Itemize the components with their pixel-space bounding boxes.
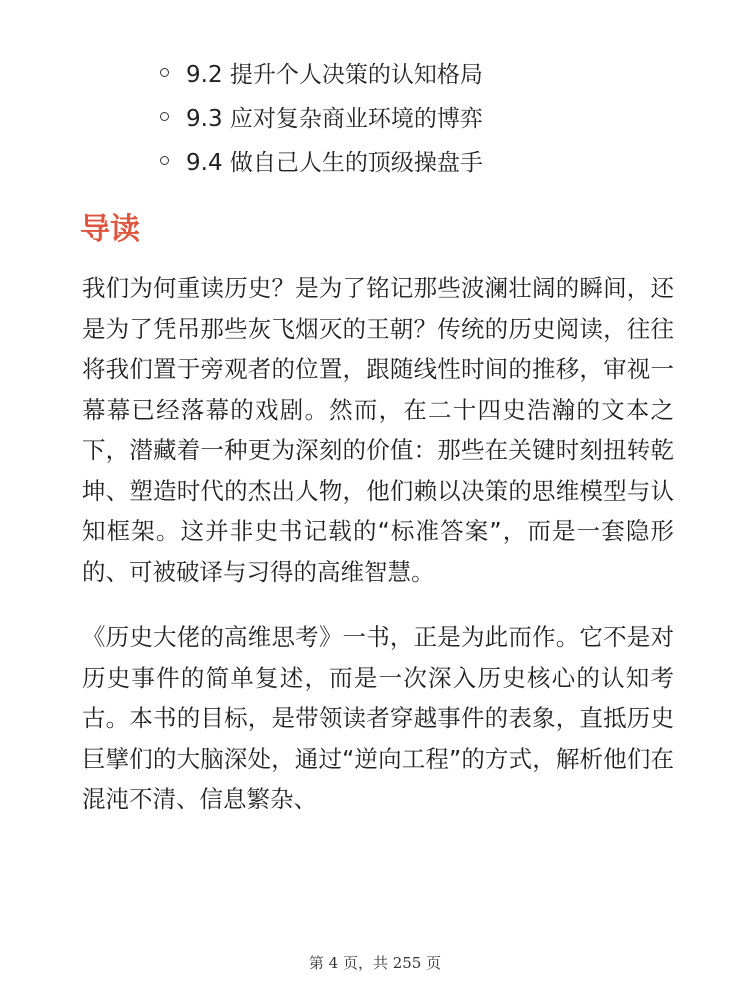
section-heading: 导读 xyxy=(80,212,140,247)
toc-list xyxy=(160,50,483,182)
hollow-circle-bullet-icon xyxy=(160,112,169,121)
toc-item[interactable] xyxy=(160,94,483,138)
toc-item-label: 9.4 做自己人生的顶级操盘手 xyxy=(186,149,483,176)
hollow-circle-bullet-icon xyxy=(160,68,169,77)
page-number-footer: 第 4 页，共 255 页 xyxy=(308,954,442,972)
toc-item-label: 9.3 应对复杂商业环境的博弈 xyxy=(186,105,483,132)
hollow-circle-bullet-icon xyxy=(160,156,169,165)
toc-item-label: 9.2 提升个人决策的认知格局 xyxy=(186,61,483,88)
body-paragraph: 《历史大佬的高维思考》一书，正是为此而作。它不是对历史事件的简单复述，而是一次深入历史核心的认知考古。本书的目标，是带领读者穿越事件的表象，直抵历史巨擘们的大脑深处，通过“逆向工程”的方式，解析他们在混沌不清、信息繁杂、 xyxy=(82,623,674,813)
body-paragraph: 我们为何重读历史？是为了铭记那些波澜壮阔的瞬间，还是为了凭吊那些灰飞烟灭的王朝？传统的历史阅读，往往将我们置于旁观者的位置，跟随线性时间的推移，审视一幕幕已经落幕的戏剧。然而，在二十四史浩瀚的文本之下，潜藏着一种更为深刻的价值：那些在关键时刻扭转乾坤、塑造时代的杰出人物，他们赖以决策的思维模型与认知框架。这并非史书记载的“标准答案”，而是一套隐形的、可被破译与习得的高维智慧。 xyxy=(82,274,674,586)
toc-item[interactable] xyxy=(160,50,483,94)
toc-item[interactable] xyxy=(160,138,483,182)
